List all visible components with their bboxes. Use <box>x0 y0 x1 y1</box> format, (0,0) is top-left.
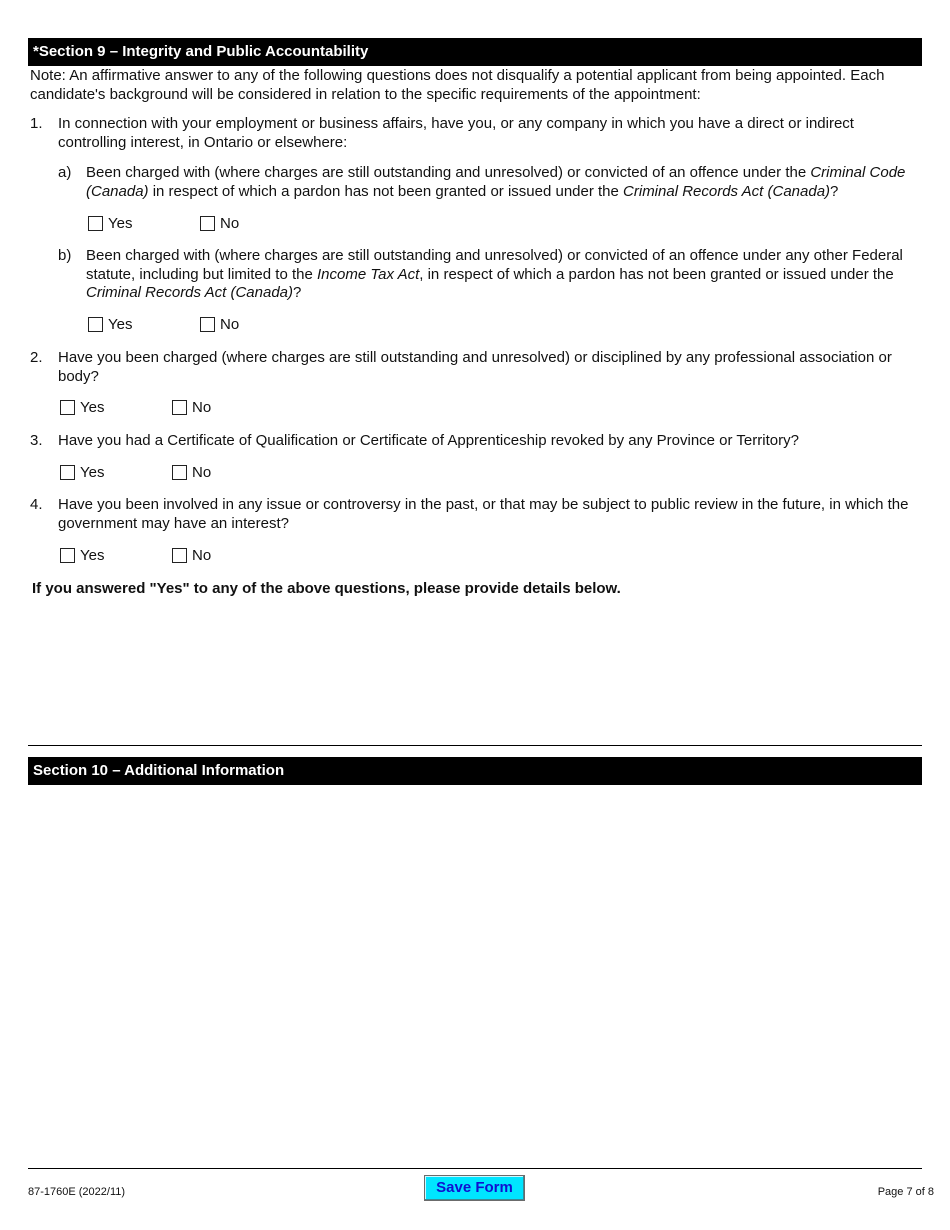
question-1a-no-option[interactable] <box>200 213 239 233</box>
no-label: No <box>220 214 240 232</box>
question-4-no-option[interactable] <box>172 545 211 565</box>
no-label: No <box>192 463 212 481</box>
question-1a-text: Been charged with (where charges are still outstanding and unresolved) or convicted of an offence under the Criminal Code (Canada) in respect of which a pardon has not been granted or issued under the Criminal Records Act (Canada)? <box>86 164 906 200</box>
page-number: Page 7 of 8 <box>877 1186 934 1198</box>
question-3-no-checkbox[interactable] <box>172 465 187 480</box>
yes-label: Yes <box>80 398 105 416</box>
question-1b-yes-checkbox[interactable] <box>88 317 103 332</box>
question-1-number: 1. <box>30 115 43 132</box>
yes-label: Yes <box>80 546 105 564</box>
question-1b-yes-option[interactable] <box>88 314 132 334</box>
details-prompt: If you answered "Yes" to any of the above questions, please provide details below. <box>32 580 621 597</box>
question-2-yes-checkbox[interactable] <box>60 400 75 415</box>
yes-label: Yes <box>80 463 105 481</box>
question-4-no-checkbox[interactable] <box>172 548 187 563</box>
no-label: No <box>192 546 212 564</box>
question-1b-no-option[interactable] <box>200 314 239 334</box>
question-4-number: 4. <box>30 496 43 513</box>
no-label: No <box>192 398 212 416</box>
question-3-no-option[interactable] <box>172 462 211 482</box>
question-2-no-option[interactable] <box>172 397 211 417</box>
yes-label: Yes <box>108 214 133 232</box>
form-number: 87-1760E (2022/11) <box>28 1186 126 1198</box>
question-1b-no-checkbox[interactable] <box>200 317 215 332</box>
question-1-text: In connection with your employment or business affairs, have you, or any company in which you have a direct or indirect controlling interest, in Ontario or elsewhere: <box>58 115 854 151</box>
question-2-no-checkbox[interactable] <box>172 400 187 415</box>
question-3-yes-option[interactable] <box>60 462 104 482</box>
question-2-text: Have you been charged (where charges are still outstanding and unresolved) or disciplined by any professional association or body? <box>58 349 892 385</box>
yes-label: Yes <box>108 315 133 333</box>
question-1a-letter: a) <box>58 164 72 181</box>
section-10-header: Section 10 – Additional Information <box>28 757 922 785</box>
question-1b-text: Been charged with (where charges are still outstanding and unresolved) or convicted of an offence under any other Federal statute, including but limited to the Income Tax Act, in respect of which a pardon has not been granted or issued under the Criminal Records Act (Canada)? <box>86 247 903 301</box>
section-9-note: Note: An affirmative answer to any of the following questions does not disqualify a potential applicant from being appointed. Each candidate's background will be considered in relation to the specific requirements of the appointment: <box>30 67 885 103</box>
question-3-number: 3. <box>30 432 43 449</box>
question-1a-yes-option[interactable] <box>88 213 132 233</box>
question-2-number: 2. <box>30 349 43 366</box>
question-1b-letter: b) <box>58 247 72 264</box>
question-4-text: Have you been involved in any issue or controversy in the past, or that may be subject to public review in the future, in which the government may have an interest? <box>58 496 909 532</box>
question-4-yes-option[interactable] <box>60 545 104 565</box>
question-2-yes-option[interactable] <box>60 397 104 417</box>
question-1a-no-checkbox[interactable] <box>200 216 215 231</box>
save-form-button[interactable]: Save Form <box>424 1175 525 1201</box>
no-label: No <box>220 315 240 333</box>
question-3-text: Have you had a Certificate of Qualification or Certificate of Apprenticeship revoked by any Province or Territory? <box>58 432 799 449</box>
details-text-field[interactable] <box>28 600 922 746</box>
section-9-header: *Section 9 – Integrity and Public Accountability <box>28 38 922 66</box>
question-3-yes-checkbox[interactable] <box>60 465 75 480</box>
additional-information-field[interactable] <box>28 786 922 1169</box>
question-1a-yes-checkbox[interactable] <box>88 216 103 231</box>
question-4-yes-checkbox[interactable] <box>60 548 75 563</box>
